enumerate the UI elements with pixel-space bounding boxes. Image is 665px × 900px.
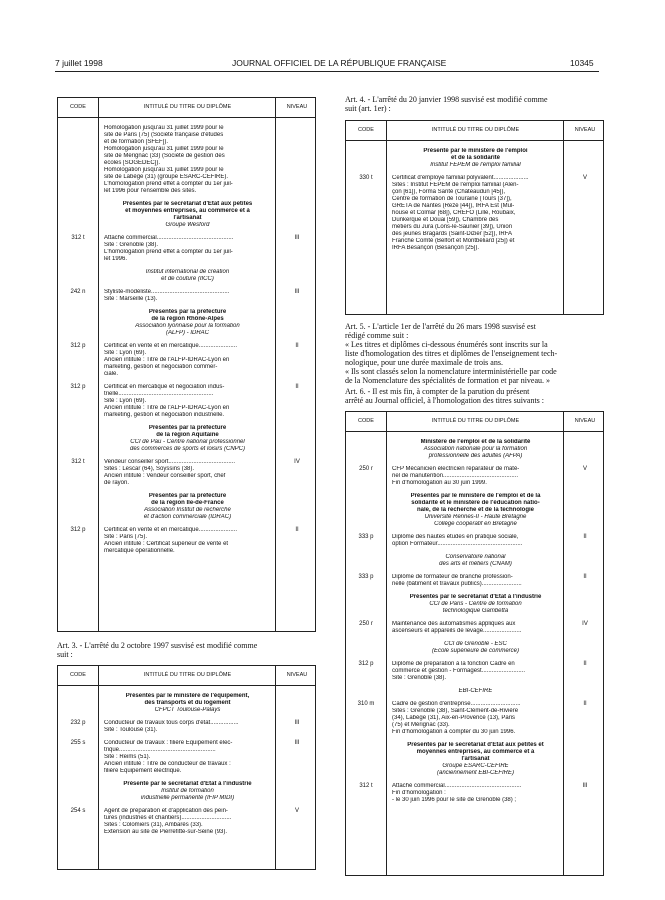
entry-line: des jeunes Bragards (Saint-Dizier [52]), IRFA bbox=[392, 231, 513, 237]
entry-level: III bbox=[294, 289, 300, 295]
entry-heading: Présentés par le ministère de l'emploi et de la bbox=[410, 493, 541, 499]
entry-organization: et de couture (IICC) bbox=[161, 276, 214, 282]
entry-code: 333 p bbox=[358, 574, 374, 580]
entry-level: V bbox=[582, 466, 587, 472]
entry-code: 232 p bbox=[70, 720, 86, 726]
entry-organization: et d'action commerciale (IDRAC) bbox=[143, 514, 232, 520]
entry-organization: Groupe ESARC-CEFIRE bbox=[442, 763, 509, 769]
entry-line: Homologation jusqu'au 31 juillet 1999 pour le bbox=[104, 146, 224, 152]
entry-text bbox=[104, 781, 271, 802]
entry-code: 330 t bbox=[359, 175, 373, 181]
entry-line: GRETA de Nantes (Rezé [44]), IRFA Est (Mul- bbox=[392, 203, 515, 209]
entry-text bbox=[392, 783, 559, 804]
entry-level: V bbox=[294, 808, 299, 814]
entry-line: Vendeur conseiller sport........................................ bbox=[104, 459, 236, 465]
entry-line: riel de manutention............................................. bbox=[392, 473, 519, 479]
entry-text bbox=[392, 661, 559, 682]
entry-text bbox=[104, 459, 271, 487]
entry-level: III bbox=[582, 783, 588, 789]
entry-organization: CCI de Paris - Centre de formation bbox=[429, 601, 522, 607]
entry-heading: Présentés par la préfecture bbox=[148, 425, 227, 431]
entry-organization: (anciennement EBI-CEFIRE) bbox=[436, 770, 515, 776]
entry-heading: moyennes entreprises, au commerce et à bbox=[416, 749, 535, 755]
column-divider bbox=[563, 412, 564, 875]
entry-level: III bbox=[294, 720, 300, 726]
entry-line: trique.......................................................... bbox=[104, 747, 216, 753]
entry-line: çon [61]), Forma Santé (Châteaudun [45]), bbox=[392, 189, 506, 195]
entry-line: Homologation jusqu'au 31 juillet 1999 pour le bbox=[104, 125, 224, 131]
entry-organization: Association nationale pour la formation bbox=[423, 446, 528, 452]
entry-organization: des arts et métiers (CNAM) bbox=[439, 561, 512, 567]
entry-text bbox=[392, 621, 559, 635]
entry-organization: CCI de Pau - Centre national professionnel bbox=[130, 439, 245, 445]
entry-text bbox=[392, 554, 559, 568]
entry-line: Ancien intitulé : Vendeur conseiller sport, chef bbox=[104, 473, 226, 479]
entry-code: 254 s bbox=[70, 808, 86, 814]
entry-heading: Présentés par le secrétariat d'Etat aux petites bbox=[122, 201, 253, 207]
article-line: nologique, pour une durée maximale de trois ans. bbox=[345, 358, 503, 367]
entry-line: Site : Marseille (13). bbox=[104, 296, 158, 302]
column-divider bbox=[98, 666, 99, 869]
entry-organization: CFPCT Toulouse-Palays bbox=[154, 707, 221, 713]
entry-line: Dunkerque et Douai [59]), Chambre des bbox=[392, 217, 499, 223]
code-header: CODE bbox=[358, 418, 374, 424]
entry-line: L'homologation prend effet à compter du 1er juil- bbox=[104, 181, 233, 187]
entry-code: 312 t bbox=[71, 235, 85, 241]
entry-organization: des commerces de sports et loisirs (CNPC) bbox=[129, 446, 246, 452]
entry-text bbox=[392, 439, 559, 460]
title-header: INTITULÉ DU TITRE OU DIPLÔME bbox=[431, 418, 520, 424]
entry-heading: Présenté par le secrétariat d'Etat à l'industrie bbox=[123, 781, 252, 787]
entry-line: Site : Grenoble (38). bbox=[392, 675, 447, 681]
entry-line: Conducteur de travaux tous corps d'état................. bbox=[104, 720, 239, 726]
entry-line: Centre de formation de Touraine (Tours [37]), bbox=[392, 196, 512, 202]
column-divider bbox=[275, 98, 276, 631]
entry-heading: solidarité et le ministère de l'éducation natio- bbox=[411, 500, 540, 506]
article-4 bbox=[345, 95, 548, 113]
article-3 bbox=[57, 641, 257, 659]
entry-code: 333 p bbox=[358, 534, 374, 540]
entry-organization: Collège coopératif en Bretagne bbox=[434, 521, 517, 527]
level-header: NIVEAU bbox=[574, 418, 596, 424]
entry-line: nelle (bâtiment et travaux publics)........................ bbox=[392, 581, 522, 587]
entry-heading: de la région Aquitaine bbox=[156, 432, 219, 438]
entry-text bbox=[392, 574, 559, 588]
entry-line: de rayon. bbox=[104, 480, 130, 486]
entry-code: 312 t bbox=[71, 459, 85, 465]
header-rule bbox=[55, 71, 599, 72]
entry-organization: CCI de Grenoble - ESC bbox=[444, 641, 507, 647]
level-header: NIVEAU bbox=[286, 104, 308, 110]
entry-line: Fin d'homologation à compter du 30 juin 1996. bbox=[392, 729, 516, 735]
column-divider bbox=[98, 98, 99, 631]
entry-text bbox=[392, 641, 559, 655]
entry-line: commerce et gestion - Formagest.......................... bbox=[392, 668, 526, 674]
entry-line: Ancien intitulé : Titre de l'ALFP-IDRAC-Lyon en bbox=[104, 405, 230, 411]
entry-line: et de formation [SFEF]). bbox=[104, 139, 169, 145]
entry-line: Site : Lyon (69). bbox=[104, 350, 147, 356]
entry-line: L'homologation prend effet à compter du 1er juil- bbox=[104, 249, 233, 255]
entry-text bbox=[104, 235, 271, 263]
entry-line: Agent de préparation et d'application des pein- bbox=[104, 808, 228, 814]
entry-line: Extension au site de Pierrefitte-sur-Seine (93). bbox=[104, 829, 228, 835]
entry-text bbox=[104, 527, 271, 555]
entry-line: Diplôme de préparation à la fonction Cadre en bbox=[392, 661, 515, 667]
entry-line: Certificat en vente et en mercatique....................... bbox=[104, 343, 238, 349]
entry-heading: Présentés par le ministère de l'équipement, bbox=[125, 693, 250, 699]
column-divider bbox=[275, 666, 276, 869]
entry-organization: technologique Gambetta bbox=[442, 608, 509, 614]
entry-text bbox=[104, 720, 271, 734]
entry-code: 250 r bbox=[359, 466, 373, 472]
homologation-table-2 bbox=[57, 665, 316, 870]
entry-level: II bbox=[583, 574, 587, 580]
table-header bbox=[58, 98, 315, 118]
entry-text bbox=[104, 125, 271, 195]
entry-organization: Association Institut de recherche bbox=[144, 507, 231, 513]
issue-date: 7 juillet 1998 bbox=[55, 58, 103, 68]
title-header: INTITULÉ DU TITRE OU DIPLÔME bbox=[431, 127, 520, 133]
entry-line: Ancien intitulé : Titre de l'ALFP-IDRAC-Lyon en bbox=[104, 357, 230, 363]
code-header: CODE bbox=[70, 104, 86, 110]
entry-code: 312 p bbox=[70, 343, 86, 349]
entry-heading: des transports et du logement bbox=[144, 700, 231, 706]
entry-line: marketing, gestion et négociation commer- bbox=[104, 364, 218, 370]
entry-heading: Présenté par le ministère de l'emploi bbox=[423, 148, 528, 154]
entry-line: tures (industries et chantiers).............................. bbox=[104, 815, 232, 821]
article-4-line-2: suit (art. 1er) : bbox=[345, 104, 391, 113]
entry-line: let 1996. bbox=[104, 256, 128, 262]
entry-organization: Institut de formation bbox=[161, 788, 214, 794]
entry-organization: (Ecole supérieure de commerce) bbox=[431, 648, 520, 654]
article-5 bbox=[345, 322, 557, 385]
entry-line: IRFA Besançon (Besançon [25]). bbox=[392, 245, 480, 251]
entry-text bbox=[392, 534, 559, 548]
entry-text bbox=[392, 594, 559, 615]
column-divider bbox=[386, 121, 387, 314]
article-4-line-1: Art. 4. - L'arrêté du 20 janvier 1998 susvisé est modifié comme bbox=[345, 95, 548, 104]
entry-text bbox=[392, 688, 559, 695]
entry-organization: Université Rennes-II - Haute Bretagne bbox=[424, 514, 527, 520]
entry-line: métiers du Jura (Lons-le-Saunier [39]), Union bbox=[392, 224, 513, 230]
entry-line: site de Labège (31) (groupe ESARC-CEFIRE). bbox=[104, 174, 229, 180]
entry-line: Franche Comté (Belfort et Montbéliard [25]) et bbox=[392, 238, 515, 244]
entry-line: house et Colmar [68]), CREFO (Lille, Roubaix, bbox=[392, 210, 516, 216]
column-divider bbox=[386, 412, 387, 875]
entry-line: - le 30 juin 1996 pour le site de Grenoble (38) ; bbox=[392, 797, 517, 803]
page-header bbox=[0, 60, 665, 70]
entry-line: Site : Toulouse (31). bbox=[104, 727, 158, 733]
code-header: CODE bbox=[358, 127, 374, 133]
entry-code: 250 r bbox=[359, 621, 373, 627]
entry-heading: Ministère de l'emploi et de la solidarité bbox=[420, 439, 531, 445]
entry-code: 312 p bbox=[70, 527, 86, 533]
title-header: INTITULÉ DU TITRE OU DIPLÔME bbox=[143, 672, 232, 678]
entry-code: 312 p bbox=[358, 661, 374, 667]
entry-line: Cadre de gestion d'entreprise.............................. bbox=[392, 701, 521, 707]
article-line: Art. 6. - Il est mis fin, à compter de la parution du présent bbox=[345, 387, 530, 396]
entry-line: option Formateur................................................... bbox=[392, 541, 523, 547]
entry-line: CFP Mécanicien électricien réparateur de maté- bbox=[392, 466, 520, 472]
article-6 bbox=[345, 387, 544, 405]
entry-code: 312 p bbox=[70, 384, 86, 390]
entry-organization: professionnelle des adultes (AFPA) bbox=[428, 453, 523, 459]
entry-line: ascenseurs et appareils de levage....................... bbox=[392, 628, 522, 634]
entry-line: Fin d'homologation : bbox=[392, 790, 446, 796]
entry-line: Diplôme de formateur de branche profession- bbox=[392, 574, 513, 580]
entry-line: filière Equipement électrique. bbox=[104, 768, 182, 774]
entry-line: Homologation jusqu'au 31 juillet 1999 pour le bbox=[104, 167, 224, 173]
journal-title: JOURNAL OFFICIEL DE LA RÉPUBLIQUE FRANÇAISE bbox=[232, 58, 447, 68]
article-line: liste d'homologation des titres et diplômes de l'enseignement tech- bbox=[345, 349, 558, 358]
article-line: rédigé comme suit : bbox=[345, 331, 409, 340]
entry-line: mercatique opérationnelle. bbox=[104, 548, 175, 554]
entry-organization: (ALFP) - IDRAC bbox=[165, 330, 209, 336]
entry-line: Site : Grenoble (38). bbox=[104, 242, 159, 248]
entry-line: Attaché commercial.............................................. bbox=[392, 783, 522, 789]
entry-organization: Groupe Wesford bbox=[165, 222, 210, 228]
entry-text bbox=[104, 289, 271, 303]
entry-line: site de Paris (75) (Société française d'études bbox=[104, 132, 224, 138]
entry-line: (75) et Mérignac (33). bbox=[392, 722, 450, 728]
entry-heading: Présentés par la préfecture bbox=[148, 309, 227, 315]
entry-heading: de la région Rhône-Alpes bbox=[151, 316, 224, 322]
entry-line: let 1996 pour l'ensemble des sites. bbox=[104, 188, 197, 194]
entry-heading: Présentés par la préfecture bbox=[148, 493, 227, 499]
entry-line: Sites : Institut FEPEM de l'emploi familial (Alen- bbox=[392, 182, 519, 188]
entry-organization: Institut FEPEM de l'emploi familial bbox=[430, 162, 521, 168]
table-header bbox=[346, 121, 603, 141]
article-3-line-2: suit : bbox=[57, 650, 73, 659]
entry-heading: l'artisanat bbox=[461, 756, 490, 762]
entry-line: Maintenance des automatismes appliqués aux bbox=[392, 621, 516, 627]
entry-heading: Présentés par le secrétariat d'Etat aux petites et bbox=[407, 742, 544, 748]
entry-heading: de la région Ile-de-France bbox=[151, 500, 224, 506]
entry-code: 255 s bbox=[70, 740, 86, 746]
entry-line: Site : Lyon (69). bbox=[104, 398, 147, 404]
entry-text bbox=[392, 701, 559, 736]
entry-line: Site : Paris (75). bbox=[104, 534, 148, 540]
entry-text bbox=[104, 808, 271, 836]
article-line: arrêté au Journal officiel, à l'homologation des titres suivants : bbox=[345, 396, 545, 405]
entry-line: Fin d'homologation au 30 juin 1999. bbox=[392, 480, 487, 486]
entry-line: Certificat d'employé familial polyvalent..................... bbox=[392, 175, 529, 181]
entry-level: II bbox=[295, 343, 299, 349]
entry-text bbox=[392, 493, 559, 528]
entry-text bbox=[104, 425, 271, 453]
entry-level: II bbox=[295, 527, 299, 533]
entry-code: 312 t bbox=[359, 783, 373, 789]
entry-organization: Institut international de création bbox=[145, 269, 230, 275]
entry-text bbox=[104, 493, 271, 521]
entry-line: Sites : Lescar (64), Soyssins (38). bbox=[104, 466, 195, 472]
entry-level: II bbox=[295, 384, 299, 390]
column-divider bbox=[563, 121, 564, 314]
entry-text bbox=[104, 269, 271, 283]
entry-line: Ancien intitulé : Certificat supérieur de vente et bbox=[104, 541, 229, 547]
entry-line: Certificat en mercatique et négociation indus- bbox=[104, 384, 225, 390]
page-number: 10345 bbox=[570, 58, 594, 68]
entry-line: Styliste-modéliste............................................... bbox=[104, 289, 230, 295]
entry-text bbox=[104, 343, 271, 378]
homologation-table-3 bbox=[345, 120, 604, 315]
entry-line: Sites : Colomiers (31), Ambarès (33). bbox=[104, 822, 203, 828]
entry-text bbox=[392, 148, 559, 169]
entry-line: marketing, gestion et négociation industrielle. bbox=[104, 412, 225, 418]
title-header: INTITULÉ DU TITRE OU DIPLÔME bbox=[143, 104, 232, 110]
entry-level: IV bbox=[294, 459, 300, 465]
entry-line: Sites : Grenoble (38), Saint-Clément-de-Rivière bbox=[392, 708, 519, 714]
entry-code: 242 n bbox=[70, 289, 86, 295]
entry-level: II bbox=[583, 534, 587, 540]
homologation-table-1 bbox=[57, 97, 316, 632]
article-line: « Ils sont classés selon la nomenclature interministérielle par code bbox=[345, 367, 557, 376]
entry-line: (34), Labège (31), Aix-en-Provence (13), Paris bbox=[392, 715, 516, 721]
entry-organization: EBI-CEFIRE bbox=[458, 688, 493, 694]
entry-text bbox=[104, 309, 271, 337]
entry-line: écoles [SOGEDEC]). bbox=[104, 160, 161, 166]
entry-line: trielle......................................................... bbox=[104, 391, 214, 397]
entry-organization: Conservatoire national bbox=[445, 554, 506, 560]
entry-line: Certificat en vente et en mercatique....................... bbox=[104, 527, 238, 533]
entry-text bbox=[392, 175, 559, 252]
entry-level: V bbox=[582, 175, 587, 181]
article-line: Art. 5. - L'article 1er de l'arrêté du 26 mars 1998 susvisé est bbox=[345, 322, 536, 331]
entry-line: Site : Reims (51). bbox=[104, 754, 151, 760]
entry-text bbox=[392, 742, 559, 777]
entry-code: 310 m bbox=[357, 701, 375, 707]
entry-line: Ancien intitulé : Titre de conducteur de travaux : bbox=[104, 761, 231, 767]
entry-line: Conducteur de travaux : filière Equipement élec- bbox=[104, 740, 233, 746]
entry-organization: Association lyonnaise pour la formation bbox=[135, 323, 240, 329]
entry-organization: industrielle permanente (IFIP MIDI) bbox=[140, 795, 235, 801]
table-header bbox=[58, 666, 315, 686]
code-header: CODE bbox=[70, 672, 86, 678]
entry-line: ciale. bbox=[104, 371, 119, 377]
entry-text bbox=[104, 740, 271, 775]
entry-level: II bbox=[583, 701, 587, 707]
article-line: de la Nomenclature des spécialités de formation et par niveau. » bbox=[345, 376, 551, 385]
entry-heading: Présentés par le secrétariat d'Etat à l'industrie bbox=[409, 594, 542, 600]
entry-text bbox=[104, 201, 271, 229]
level-header: NIVEAU bbox=[574, 127, 596, 133]
entry-text bbox=[392, 466, 559, 487]
homologation-table-4 bbox=[345, 411, 604, 876]
level-header: NIVEAU bbox=[286, 672, 308, 678]
article-line: « Les titres et diplômes ci-dessous énumérés sont inscrits sur la bbox=[345, 340, 548, 349]
entry-line: Diplôme des hautes études en pratique sociale, bbox=[392, 534, 519, 540]
article-3-line-1: Art. 3. - L'arrêté du 2 octobre 1997 susvisé est modifié comme bbox=[57, 641, 258, 650]
entry-text bbox=[104, 384, 271, 419]
entry-level: II bbox=[583, 661, 587, 667]
table-header bbox=[346, 412, 603, 432]
entry-heading: nale, de la recherche et de la technologie bbox=[416, 507, 535, 513]
entry-heading: l'artisanat bbox=[173, 215, 202, 221]
entry-text bbox=[104, 693, 271, 714]
entry-level: IV bbox=[582, 621, 588, 627]
entry-level: III bbox=[294, 235, 300, 241]
entry-line: Attaché commercial.............................................. bbox=[104, 235, 234, 241]
entry-heading: et de la solidarité bbox=[450, 155, 501, 161]
entry-heading: et moyennes entreprises, au commerce et à bbox=[125, 208, 250, 214]
entry-level: III bbox=[294, 740, 300, 746]
entry-line: site de Mérignac (33) (Société de gestion des bbox=[104, 153, 225, 159]
